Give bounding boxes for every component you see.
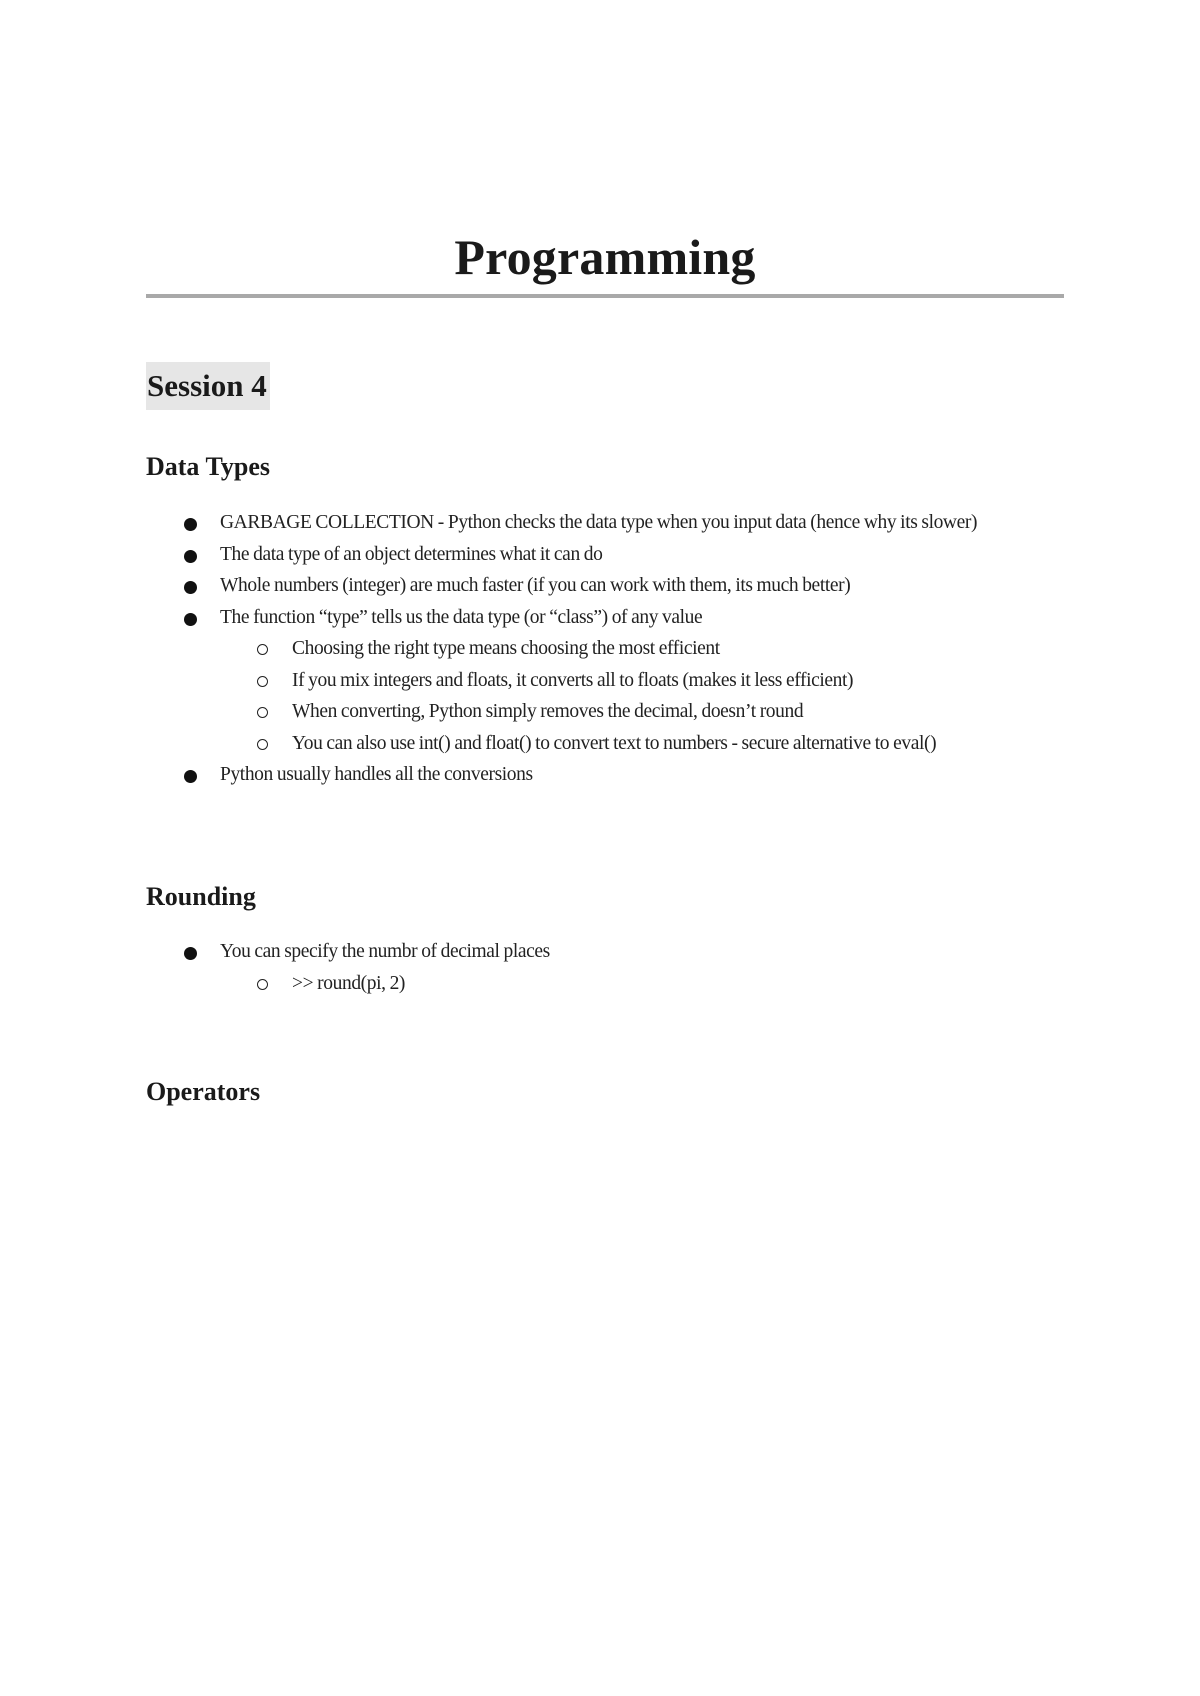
bullet-icon [184,947,197,960]
list-item-text: Python usually handles all the conversions [220,764,533,785]
sub-list-item [146,696,1064,728]
list-item [146,602,1064,634]
list-item [146,507,1064,539]
list-item [146,759,1064,791]
sub-list-item-text: If you mix integers and floats, it converts all to floats (makes it less efficient) [292,669,854,691]
hollow-bullet-icon [257,739,268,750]
document-title: Programming [454,229,756,285]
hollow-bullet-icon [257,676,268,687]
list-item-text: You can specify the numbr of decimal places [220,941,550,962]
section-heading-data-types: Data Types [146,452,270,481]
section-heading-rounding: Rounding [146,882,256,911]
sub-list-item-text: >> round(pi, 2) [292,972,406,994]
list-item [146,539,1064,571]
list-item-text: GARBAGE COLLECTION - Python checks the data type when you input data (hence why its slower) [220,512,978,533]
sub-list-item [146,728,1064,760]
list-item [146,936,1064,968]
sub-list-item [146,633,1064,665]
sub-list-item-text: You can also use int() and float() to convert text to numbers - secure alternative to eval() [292,732,937,754]
hollow-bullet-icon [257,979,268,990]
hollow-bullet-icon [257,644,268,655]
rounding-list [146,936,1064,999]
bullet-icon [184,550,197,563]
bullet-icon [184,613,197,626]
title-underline [146,294,1064,298]
list-item-text: Whole numbers (integer) are much faster (if you can work with them, its much better) [220,575,851,596]
bullet-icon [184,770,197,783]
document-page [146,0,1064,1696]
list-item [146,570,1064,602]
sub-list-item [146,665,1064,697]
bullet-icon [184,518,197,531]
list-item-text: The function “type” tells us the data type (or “class”) of any value [220,606,703,628]
session-heading: Session 4 [146,362,270,410]
data-types-list [146,507,1064,791]
sub-list-item-text: Choosing the right type means choosing the most efficient [292,638,720,659]
sub-list-item [146,968,1064,1000]
section-heading-operators: Operators [146,1077,261,1106]
bullet-icon [184,581,197,594]
sub-list-item-text: When converting, Python simply removes the decimal, doesn’t round [292,701,804,722]
hollow-bullet-icon [257,707,268,718]
list-item-text: The data type of an object determines what it can do [220,543,603,565]
